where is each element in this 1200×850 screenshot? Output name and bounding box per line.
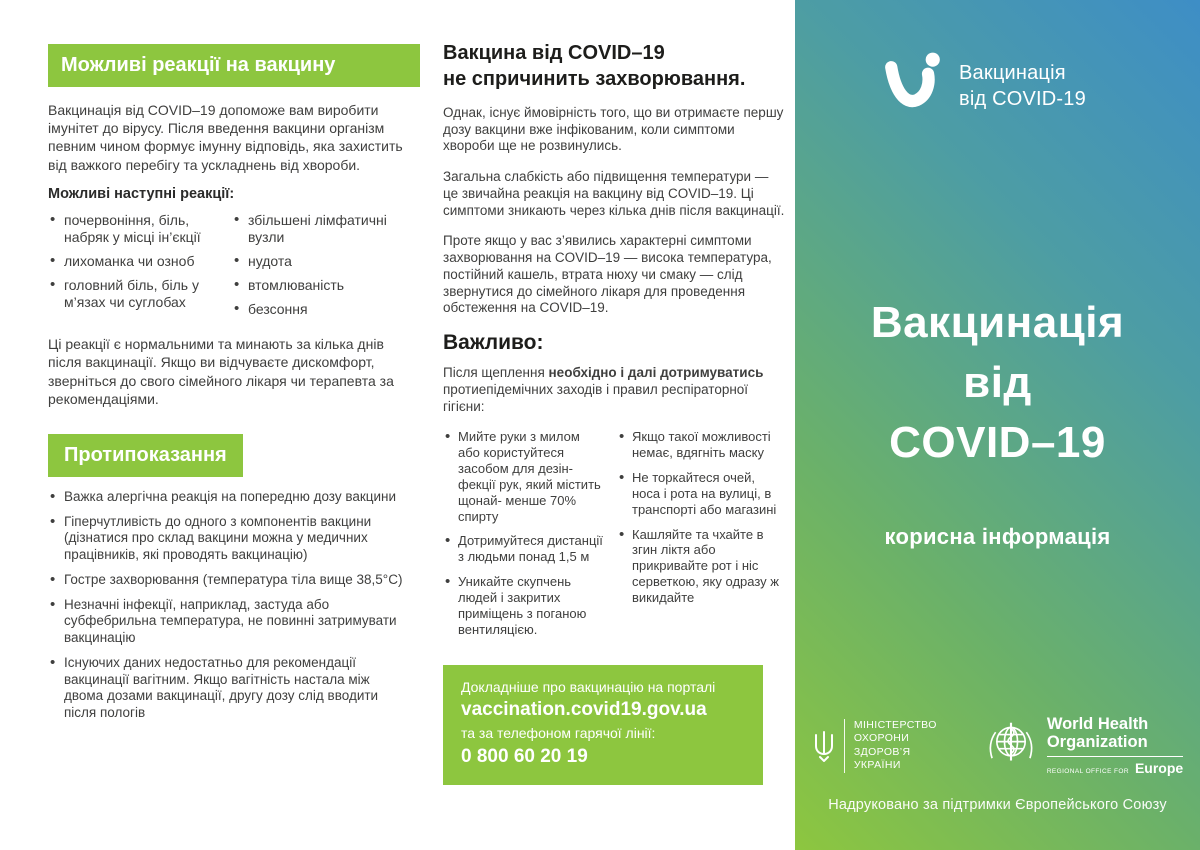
important-heading: Важливо: xyxy=(443,331,544,355)
middle-paragraph-1: Однак, існує ймовірність того, що ви отримаєте першу дозу вакцини вже інфікованим, коли симптоми хвороби ще не розвинулись. xyxy=(443,105,784,154)
middle-heading-line2: не спричинить захворювання. xyxy=(443,68,746,90)
cover-title-line2: від xyxy=(963,357,1032,407)
reactions-list-heading: Можливі наступні реакції: xyxy=(48,185,235,202)
middle-column xyxy=(443,40,785,785)
cover-panel xyxy=(795,0,1200,850)
middle-heading xyxy=(443,40,785,92)
list-item: • Уникайте скупчень людей і закритих приміщень з поганою вентиляцією. xyxy=(443,574,605,637)
who-region-name: Europe xyxy=(1134,759,1184,776)
ministry-line: ЗДОРОВ’Я xyxy=(853,745,911,758)
logo-text xyxy=(959,61,1086,112)
cover-title-line3: COVID–19 xyxy=(889,417,1106,467)
ministry-logo-text xyxy=(854,719,937,774)
trident-icon xyxy=(812,730,836,762)
list-item: • лихоманка чи озноб xyxy=(48,253,206,270)
reactions-intro-paragraph: Вакцинація від COVID–19 допоможе вам виробити імунітет до вірусу. Після введення вакцини організм певним чином формує імунну відповідь, яка захистить від важкого перебігу та ускладнень від хвороби. xyxy=(48,102,403,173)
hygiene-lists xyxy=(443,429,785,646)
list-item: • Гостре захворювання (температура тіла вище 38,5°C) xyxy=(48,572,409,589)
info-box-line2: та за телефоном гарячої лінії: xyxy=(461,725,656,742)
who-logo-text xyxy=(1047,716,1183,776)
logo-text-line1: Вакцинація xyxy=(959,62,1066,85)
ministry-line: ОХОРОНИ xyxy=(853,732,910,745)
who-name-line: Organization xyxy=(1046,732,1148,751)
portal-url[interactable]: vaccination.covid19.gov.ua xyxy=(461,699,707,721)
list-item: • Якщо такої можливості немає, вдягніть маску xyxy=(617,429,785,461)
list-item: • збільшені лімфатичні вузли xyxy=(232,212,402,246)
hygiene-intro-bold: необхідно і далі дотримуватись xyxy=(548,365,764,381)
list-item: • Мийте руки з милом або користуйтеся засобом для дезін- фекції рук, який містить щонай- менше 70% спирту xyxy=(443,429,605,524)
hygiene-intro-pre: Після щеплення xyxy=(443,365,549,381)
middle-paragraph-3: Проте якщо у вас з’явились характерні симптоми захворювання на COVID–19 — висока температура, постійний кашель, втрата нюху чи смаку — слід звернутися до сімейного лікаря для проведення обстеження на COVID–19. xyxy=(443,233,772,316)
list-item: • Існуючих даних недостатньо для рекомендації вакцинації вагітним. Якщо вагітність настала між двома дозами вакцинації, другу дозу слід вводити після пологів xyxy=(48,655,409,722)
cover-subtitle: корисна інформація xyxy=(884,524,1111,549)
list-item: • Дотримуйтеся дистанції з людьми понад 1,5 м xyxy=(443,533,605,565)
vaccination-campaign-logo xyxy=(879,52,1086,122)
eu-support-footer: Надруковано за підтримки Європейського Союзу xyxy=(828,797,1167,813)
middle-paragraph-2: Загальна слабкість або підвищення температури — це звичайна реакція на вакцину від COVID–19. Ці симптоми зникають через кілька днів після вакцинації. xyxy=(443,169,785,218)
section-title-contraindications: Протипоказання xyxy=(48,434,243,477)
cover-title-line1: Вакцинація xyxy=(870,298,1125,347)
left-column xyxy=(48,44,420,730)
who-regional-office-label: REGIONAL OFFICE FOR xyxy=(1046,767,1129,775)
list-item: • безсоння xyxy=(232,301,402,318)
section-title-reactions: Можливі реакції на вакцину xyxy=(48,44,420,87)
hotline-phone-number: 0 800 60 20 19 xyxy=(461,745,588,767)
hygiene-list-col1 xyxy=(443,429,605,646)
contraindications-list xyxy=(48,489,420,722)
list-item: • Не торкайтеся очей, носа і рота на вулиці, в транспорті або магазині xyxy=(617,470,785,518)
list-item: • Кашляйте та чхайте в згин ліктя або прикривайте рот і ніс серветкою, яку одразу ж викидайте xyxy=(617,527,785,606)
list-item: • нудота xyxy=(232,253,402,270)
hygiene-intro-paragraph xyxy=(443,365,785,415)
cover-title xyxy=(795,293,1200,472)
reactions-list-col2 xyxy=(232,212,402,325)
list-item: • почервоніння, біль, набряк у місці ін’єкції xyxy=(48,212,206,246)
list-item: • втомлюваність xyxy=(232,277,402,294)
list-item: • головний біль, біль у м’язах чи суглобах xyxy=(48,277,206,311)
who-emblem-icon xyxy=(985,718,1037,770)
who-logo xyxy=(985,716,1183,776)
hygiene-intro-post: протиепідемічних заходів і правил респіраторної гігієни: xyxy=(443,381,749,414)
ministry-line: УКРАЇНИ xyxy=(853,759,901,772)
list-item: • Важка алергічна реакція на попередню дозу вакцини xyxy=(48,489,409,506)
logo-divider xyxy=(844,719,845,773)
logo-text-line2: від COVID-19 xyxy=(959,88,1086,110)
hotline-info-box xyxy=(443,665,763,786)
reactions-outro-paragraph: Ці реакції є нормальними та минають за кілька днів після вакцинації. Якщо ви відчуваєте дискомфорт, зверніться до свого сімейного лікаря чи терапевта за рекомендаціями. xyxy=(48,336,394,407)
v-check-logo-icon xyxy=(879,52,945,122)
list-item: • Гіперчутливість до одного з компонентів вакцини (дізнатися про склад вакцини можна у медичних працівників, які проводять вакцинацію) xyxy=(48,514,409,564)
reactions-list-col1 xyxy=(48,212,206,325)
reactions-lists xyxy=(48,212,420,325)
who-name-line: World Health xyxy=(1046,715,1149,733)
ministry-line: МІНІСТЕРСТВО xyxy=(853,718,937,731)
who-region-row xyxy=(1047,756,1183,776)
list-item: • Незначні інфекції, наприклад, застуда або субфебрильна температура, не повинні затримувати вакцинацію xyxy=(48,597,409,647)
partner-logos xyxy=(795,716,1200,776)
info-box-line1: Докладніше про вакцинацію на порталі xyxy=(461,678,716,695)
hygiene-list-col2 xyxy=(617,429,785,646)
ministry-of-health-logo xyxy=(812,719,937,774)
middle-heading-line1: Вакцина від COVID–19 xyxy=(443,42,665,64)
